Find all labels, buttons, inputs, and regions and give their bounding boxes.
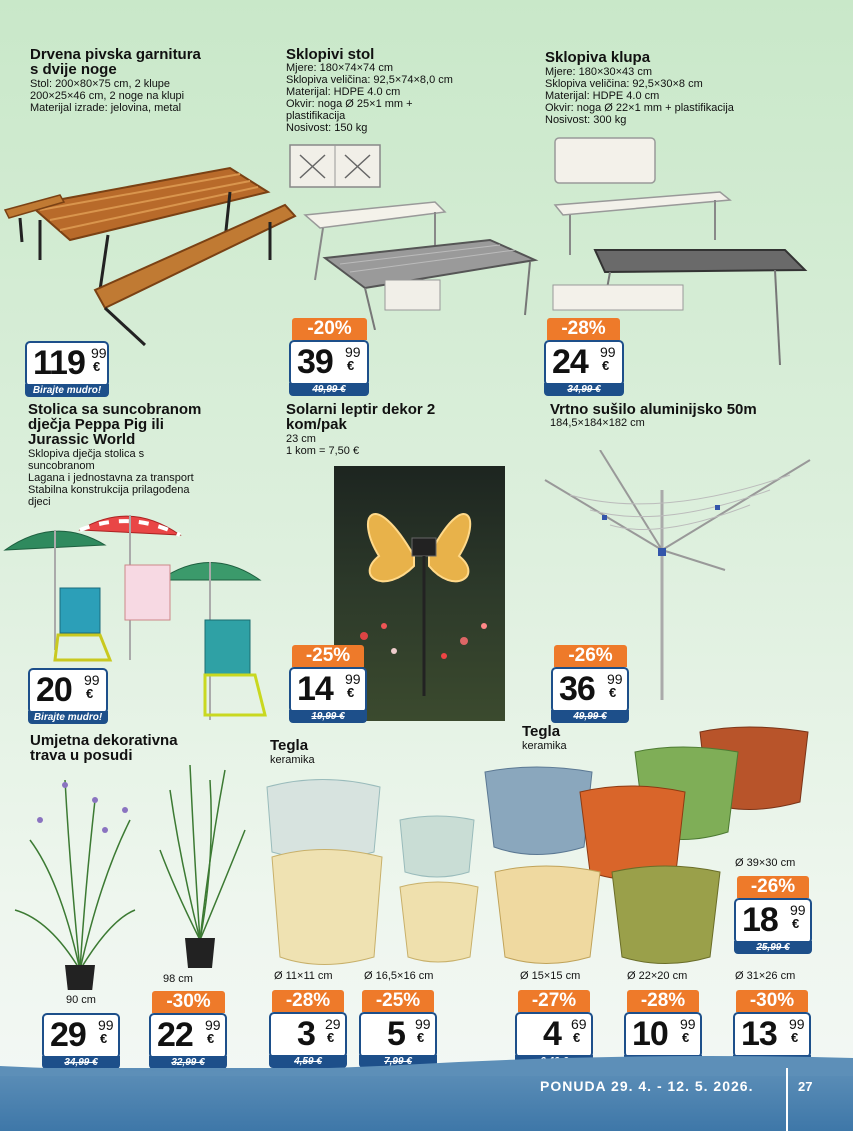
size-label: 90 cm (66, 994, 96, 1006)
discount-badge-solar-butterfly: -25% (292, 645, 364, 667)
discount-badge-pot-31: -30% (736, 990, 808, 1012)
product-subtitle-ceramic-pot-a: keramika (270, 754, 315, 766)
offer-period: PONUDA 29. 4. - 12. 5. 2026. (540, 1078, 754, 1094)
old-price: 7,99 € (359, 1055, 437, 1068)
product-subtitle-ceramic-pot-b: keramika (522, 740, 567, 752)
product-desc-folding-table: Mjere: 180×74×74 cm Sklopiva veličina: 92,5×74×8,0 cm Materijal: HDPE 4.0 cm Okvir: noga Ø 25×1 mm + plastifikacija Nosivost: 150 kg (286, 62, 453, 134)
price-box-folding-bench: 24 99 € 34,99 € (544, 340, 624, 386)
size-label: 98 cm (163, 973, 193, 985)
page-number: 27 (798, 1079, 813, 1094)
price-box-pot-16: 5 99 € 7,99 € (359, 1012, 437, 1058)
product-desc-solar-butterfly: 23 cm 1 kom = 7,50 € (286, 433, 360, 457)
promo-badge: Birajte mudro! (25, 384, 109, 397)
product-title-kids-chair: Stolica sa suncobranom dječja Peppa Pig ili Jurassic World (28, 401, 202, 448)
size-label: Ø 11×11 cm (274, 970, 333, 982)
discount-badge-pot-22: -28% (627, 990, 699, 1012)
price-box-folding-table: 39 99 € 49,99 € (289, 340, 369, 386)
size-label: Ø 22×20 cm (627, 970, 688, 982)
price-box-grass-98: 22 99 € 32,99 € (149, 1013, 227, 1059)
discount-badge-pot-15: -27% (518, 990, 590, 1012)
discount-badge-pot-39: -26% (737, 876, 809, 898)
price-box-solar-butterfly: 14 99 € 19,99 € (289, 667, 367, 713)
footer-divider (786, 1068, 788, 1131)
old-price: 49,99 € (551, 710, 629, 723)
product-desc-folding-bench: Mjere: 180×30×43 cm Sklopiva veličina: 92,5×30×8 cm Materijal: HDPE 4.0 cm Okvir: noga Ø 22×1 mm + plastifikacija Nosivost: 300 kg (545, 66, 734, 126)
size-label: Ø 16,5×16 cm (364, 970, 434, 982)
footer-wave (0, 1046, 853, 1076)
price-box-rotary-dryer: 36 99 € 49,99 € (551, 667, 629, 713)
product-title-beer-set: Drvena pivska garnitura s dvije noge (30, 46, 201, 78)
discount-badge-pot-11: -28% (272, 990, 344, 1012)
promo-badge: Birajte mudro! (28, 711, 108, 724)
price-box-beer-set: 119 99 € Birajte mudro! (25, 341, 109, 387)
discount-badge-rotary-dryer: -26% (554, 645, 627, 667)
old-price: 32,99 € (149, 1056, 227, 1069)
old-price: 34,99 € (544, 383, 624, 396)
discount-badge-folding-bench: -28% (547, 318, 620, 340)
old-price: 25,99 € (734, 941, 812, 954)
product-title-folding-bench: Sklopiva klupa (545, 49, 651, 66)
product-desc-rotary-dryer: 184,5×184×182 cm (550, 417, 645, 429)
old-price: 49,99 € (289, 383, 369, 396)
size-label: Ø 39×30 cm (735, 857, 796, 869)
price-box-kids-chair: 20 99 € Birajte mudro! (28, 668, 108, 714)
old-price: 19,99 € (289, 710, 367, 723)
size-label: Ø 15×15 cm (520, 970, 581, 982)
price-box-pot-11: 3 29 € 4,59 € (269, 1012, 347, 1058)
ceramic-pots-small-image (262, 772, 482, 972)
product-title-ceramic-pot-b: Tegla (522, 723, 561, 740)
price-box-pot-15: 4 69 € (515, 1012, 593, 1058)
product-title-artificial-grass: Umjetna dekorativna trava u posudi (30, 732, 178, 764)
discount-badge-grass-98: -30% (152, 991, 225, 1013)
product-title-solar-butterfly: Solarni leptir dekor 2 kom/pak (286, 401, 436, 433)
discount-badge-folding-table: -20% (292, 318, 367, 340)
product-title-folding-table: Sklopivi stol (286, 46, 375, 63)
product-desc-beer-set: Stol: 200×80×75 cm, 2 klupe 200×25×46 cm, 2 noge na klupi Materijal izrade: jelovina, metal (30, 78, 185, 114)
discount-badge-pot-16: -25% (362, 990, 434, 1012)
old-price: 4,59 € (269, 1055, 347, 1068)
beer-set-image (0, 150, 300, 350)
product-title-rotary-dryer: Vrtno sušilo aluminijsko 50m (550, 401, 757, 418)
size-label: Ø 31×26 cm (735, 970, 796, 982)
footer-bar (0, 1068, 853, 1131)
price-box-pot-39: 18 99 € 25,99 € (734, 898, 812, 944)
price-box-pot-31: 13 99 € (733, 1012, 811, 1058)
artificial-grass-image (10, 760, 255, 990)
product-title-ceramic-pot-a: Tegla (270, 737, 309, 754)
folding-table-image (285, 140, 545, 330)
price-box-pot-22: 10 99 € (624, 1012, 702, 1058)
price-box-grass-90: 29 99 € 34,99 € (42, 1013, 120, 1059)
old-price: 34,99 € (42, 1056, 120, 1069)
product-desc-kids-chair: Sklopiva dječja stolica s suncobranom Lagana i jednostavna za transport Stabilna konstrukcija prilagođena djeci (28, 448, 194, 508)
